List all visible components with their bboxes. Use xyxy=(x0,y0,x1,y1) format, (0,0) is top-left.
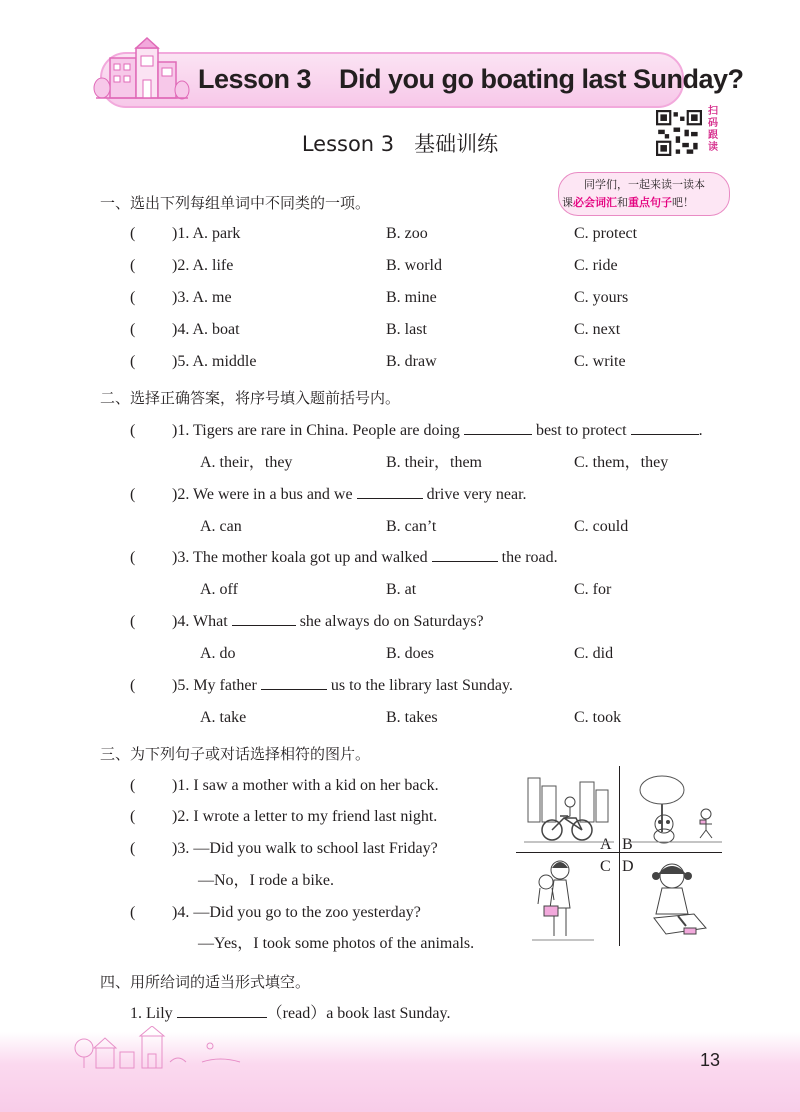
answer-blank[interactable] xyxy=(232,611,296,626)
s2-q2-stem: )2. We were in a bus and we drive very near. xyxy=(172,486,527,503)
s1-q2-option-b: B. world xyxy=(386,257,442,274)
s2-q2-option-c: C. could xyxy=(574,518,629,535)
bracket: ( xyxy=(130,225,136,242)
bracket: ( xyxy=(130,289,136,306)
bracket: ( xyxy=(130,777,136,794)
picture-c-mother-carrying-kid xyxy=(524,856,614,946)
page-number: 13 xyxy=(700,1050,721,1070)
s2-q2-option-a: A. can xyxy=(200,518,242,535)
s3-q3-reply: —No，I rode a bike. xyxy=(198,872,334,889)
s2-q3-option-b: B. at xyxy=(386,581,417,598)
s2-q3-option-a: A. off xyxy=(200,581,238,598)
s2-q1-stem: )1. Tigers are rare in China. People are doing best to protect . xyxy=(172,422,703,439)
s1-q1-option-c: C. protect xyxy=(574,225,638,242)
bracket: ( xyxy=(130,353,136,370)
answer-blank[interactable] xyxy=(631,420,699,435)
picture-label-c: C xyxy=(600,858,611,875)
bracket: ( xyxy=(130,486,136,503)
s1-q5-option-a: )5. A. middle xyxy=(172,353,257,370)
answer-blank[interactable] xyxy=(261,675,327,690)
bracket: ( xyxy=(130,840,136,857)
bracket: ( xyxy=(130,677,136,694)
s1-q1-option-a: )1. A. park xyxy=(172,225,241,242)
section-4-heading: 四、用所给词的适当形式填空。 xyxy=(100,973,311,991)
tip-text-line1: 同学们，一起来读一读本 xyxy=(584,178,705,191)
answer-blank[interactable] xyxy=(357,484,423,499)
bracket: ( xyxy=(130,808,136,825)
picture-label-d: D xyxy=(622,858,634,875)
s3-q4-reply: —Yes，I took some photos of the animals. xyxy=(198,935,475,952)
s2-q5-option-b: B. takes xyxy=(386,709,438,726)
s2-q5-option-a: A. take xyxy=(200,709,247,726)
section-3-heading: 三、为下列句子或对话选择相符的图片。 xyxy=(100,745,371,763)
bracket: ( xyxy=(130,613,136,630)
s1-q5-option-c: C. write xyxy=(574,353,626,370)
tip-text-line2: 课必会词汇和重点句子吧！ xyxy=(562,196,694,209)
s1-q3-option-b: B. mine xyxy=(386,289,437,306)
s3-q2-text: )2. I wrote a letter to my friend last night. xyxy=(172,808,438,825)
bracket: ( xyxy=(130,904,136,921)
s1-q3-option-c: C. yours xyxy=(574,289,629,306)
s2-q5-option-c: C. took xyxy=(574,709,622,726)
picture-d-girl-writing-letter xyxy=(628,856,722,946)
s1-q4-option-a: )4. A. boat xyxy=(172,321,240,338)
s2-q1-option-c: C. them，they xyxy=(574,454,669,471)
s3-q3-text: )3. —Did you walk to school last Friday? xyxy=(172,840,438,857)
s2-q4-option-b: B. does xyxy=(386,645,434,662)
s2-q2-option-b: B. can’t xyxy=(386,518,437,535)
picture-label-b: B xyxy=(622,836,633,853)
s1-q2-option-c: C. ride xyxy=(574,257,618,274)
answer-blank[interactable] xyxy=(464,420,532,435)
bracket: ( xyxy=(130,321,136,338)
s2-q4-stem: )4. What she always do on Saturdays? xyxy=(172,613,484,630)
s1-q3-option-a: )3. A. me xyxy=(172,289,232,306)
bracket: ( xyxy=(130,422,136,439)
s1-q5-option-b: B. draw xyxy=(386,353,437,370)
s2-q1-option-b: B. their，them xyxy=(386,454,482,471)
s1-q2-option-a: )2. A. life xyxy=(172,257,234,274)
section-1-heading: 一、选出下列每组单词中不同类的一项。 xyxy=(100,194,371,212)
s3-q1-text: )1. I saw a mother with a kid on her back. xyxy=(172,777,439,794)
s2-q1-option-a: A. their，they xyxy=(200,454,293,471)
qr-code-icon[interactable] xyxy=(656,110,702,156)
s2-q4-option-a: A. do xyxy=(200,645,236,662)
footer-town-illustration xyxy=(70,1026,250,1070)
s4-q1-text: 1. Lily （read）a book last Sunday. xyxy=(130,1005,451,1022)
picture-label-a: A xyxy=(600,836,612,853)
answer-blank[interactable] xyxy=(177,1003,267,1018)
s2-q3-option-c: C. for xyxy=(574,581,612,598)
bracket: ( xyxy=(130,257,136,274)
grid-vertical-divider xyxy=(619,766,620,946)
bracket: ( xyxy=(130,549,136,566)
s2-q5-stem: )5. My father us to the library last Sunday. xyxy=(172,677,513,694)
s2-q4-option-c: C. did xyxy=(574,645,614,662)
s1-q4-option-c: C. next xyxy=(574,321,621,338)
section-2-heading: 二、选择正确答案，将序号填入题前括号内。 xyxy=(100,389,401,407)
page-subtitle: Lesson 3 基础训练 xyxy=(301,132,499,156)
scan-to-read-label: 扫 码 跟 读 xyxy=(708,106,718,153)
lesson-title: Lesson 3 Did you go boating last Sunday? xyxy=(198,64,744,94)
s1-q1-option-b: B. zoo xyxy=(386,225,428,242)
s1-q4-option-b: B. last xyxy=(386,321,427,338)
answer-blank[interactable] xyxy=(432,547,498,562)
picture-a-bicycle-street xyxy=(524,772,614,846)
s3-q4-text: )4. —Did you go to the zoo yesterday? xyxy=(172,904,421,921)
picture-b-zoo-camera xyxy=(628,772,722,846)
s2-q3-stem: )3. The mother koala got up and walked the road. xyxy=(172,549,558,566)
castle-illustration xyxy=(92,36,192,106)
